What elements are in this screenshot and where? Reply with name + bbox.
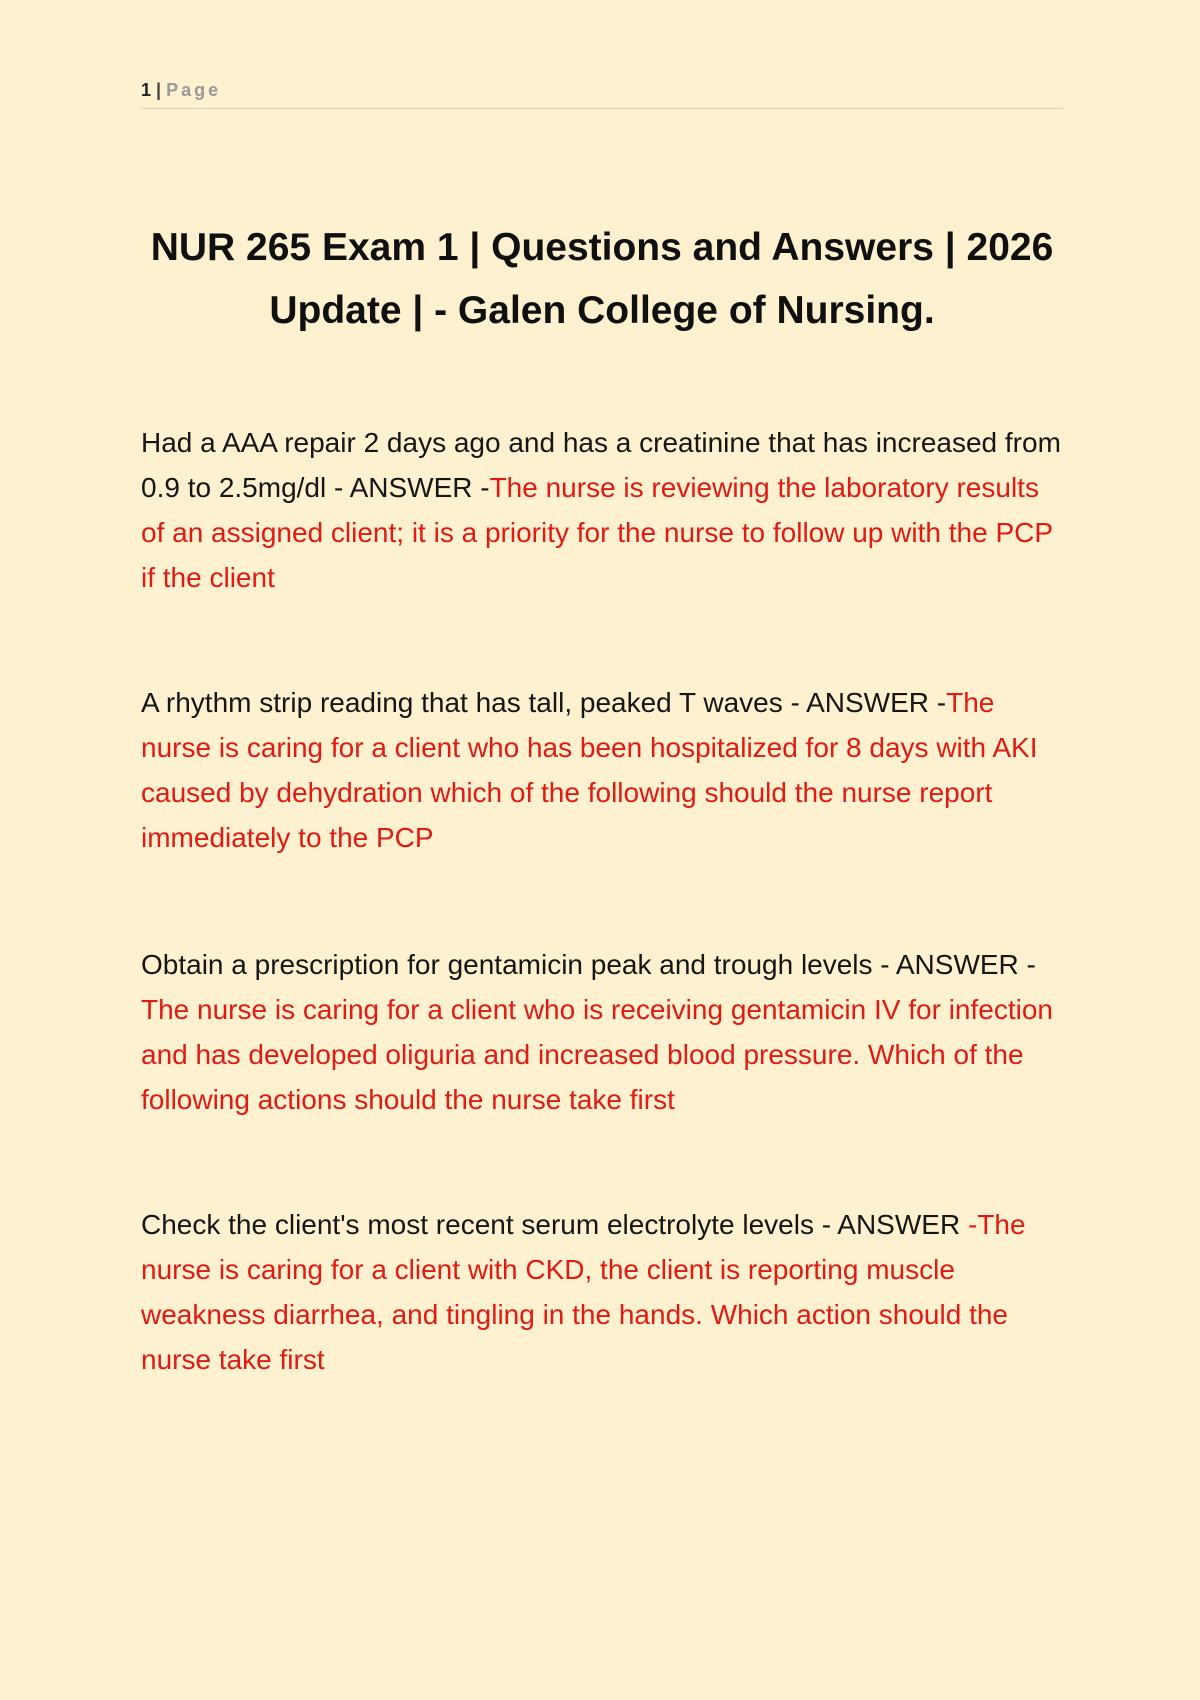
qa-item <box>141 680 1066 860</box>
page-number-separator: | <box>151 80 167 100</box>
question-text: Had a AAA repair 2 days ago and has a creatinine that has increased from 0.9 to 2.5mg/dl - <box>141 427 1061 503</box>
answer-marker: ANSWER - <box>349 472 490 503</box>
qa-item <box>141 1202 1066 1382</box>
answer-marker: ANSWER - <box>806 687 947 718</box>
question-text: Obtain a prescription for gentamicin peak and trough levels - <box>141 949 896 980</box>
answer-marker: ANSWER - <box>895 949 1036 980</box>
qa-item <box>141 420 1066 600</box>
question-text: A rhythm strip reading that has tall, peaked T waves - <box>141 687 807 718</box>
page-label: Page <box>166 80 222 100</box>
answer-marker: ANSWER <box>837 1209 968 1240</box>
answer-text: -The nurse is caring for a client with CKD, the client is reporting muscle weakness diarrhea, and tingling in the hands. Which action should the nurse take first <box>141 1209 1026 1375</box>
answer-text: The nurse is caring for a client who has been hospitalized for 8 days with AKI caused by dehydration which of the following should the nurse report immediately to the PCP <box>141 687 1038 853</box>
page-number: 1 <box>141 80 152 100</box>
question-text: Check the client's most recent serum electrolyte levels - <box>141 1209 838 1240</box>
answer-text: The nurse is caring for a client who is receiving gentamicin IV for infection and has developed oliguria and increased blood pressure. Which of the following actions should the nurse take first <box>141 994 1053 1115</box>
answer-text: The nurse is reviewing the laboratory results of an assigned client; it is a priority for the nurse to follow up with the PCP if the client <box>141 472 1053 593</box>
page-header <box>141 80 1063 109</box>
qa-item <box>141 942 1066 1122</box>
document-title: NUR 265 Exam 1 | Questions and Answers | 2026 Update | - Galen College of Nursing. <box>150 226 1054 332</box>
